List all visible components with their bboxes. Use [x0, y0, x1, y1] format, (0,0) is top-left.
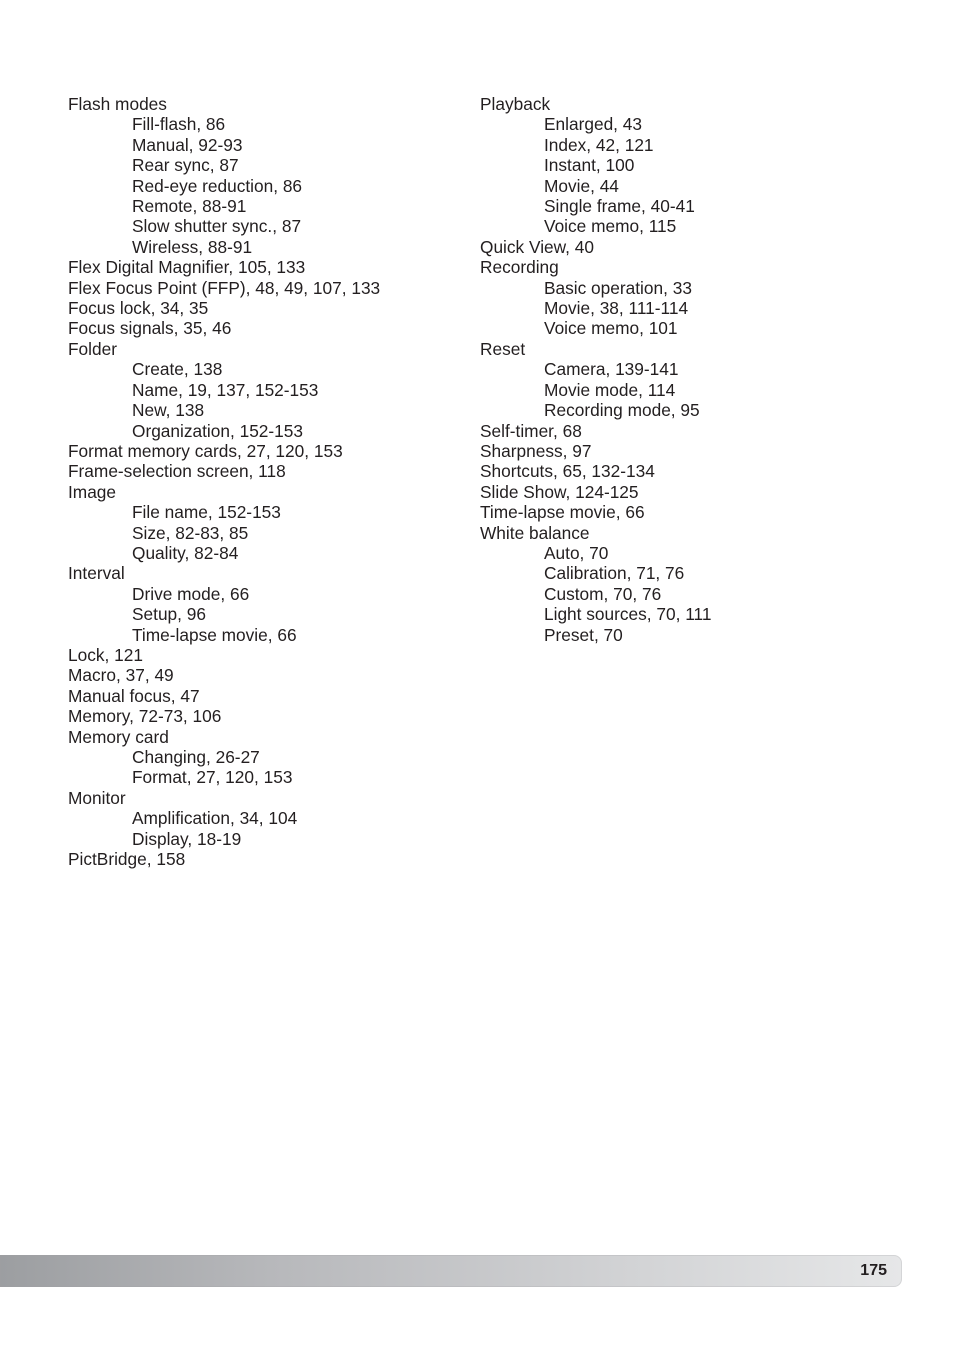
index-subentry: Organization, 152-153	[132, 420, 304, 441]
index-entry: White balance	[480, 522, 590, 543]
page-number: 175	[860, 1262, 887, 1279]
index-subentry: Single frame, 40-41	[544, 196, 695, 217]
index-entry: Flash modes	[68, 94, 167, 114]
index-subentry: Basic operation, 33	[544, 277, 692, 298]
index-subentry: Movie, 38, 111-114	[544, 298, 689, 319]
index-entry: Focus signals, 35, 46	[68, 318, 232, 339]
index-entry: Manual focus, 47	[68, 685, 200, 706]
index-entry: PictBridge, 158	[68, 849, 186, 870]
index-subentry: Recording mode, 95	[544, 400, 700, 421]
index-subentry: Calibration, 71, 76	[544, 563, 685, 584]
index-subentry: Create, 138	[132, 359, 223, 380]
index-subentry: File name, 152-153	[132, 502, 281, 523]
index-entry: Memory card	[68, 726, 169, 747]
index-entry: Flex Digital Magnifier, 105, 133	[68, 257, 306, 278]
index-subentry: Preset, 70	[544, 624, 623, 645]
index-entry: Quick View, 40	[480, 236, 594, 257]
index-subentry: Name, 19, 137, 152-153	[132, 379, 319, 400]
index-column-left	[68, 94, 458, 869]
index-subentry: Manual, 92-93	[132, 134, 243, 155]
index-entry: Self-timer, 68	[480, 420, 582, 441]
index-subentry: Red-eye reduction, 86	[132, 175, 303, 196]
index-entry: Sharpness, 97	[480, 440, 592, 461]
index-subentry: Quality, 82-84	[132, 542, 239, 563]
index-entry: Playback	[480, 94, 551, 114]
index-subentry: Amplification, 34, 104	[132, 808, 298, 829]
index-subentry: Auto, 70	[544, 542, 609, 563]
index-entry: Folder	[68, 338, 117, 359]
index-subentry: Light sources, 70, 111	[544, 604, 712, 625]
index-subentry: Movie, 44	[544, 175, 619, 196]
index-entry: Macro, 37, 49	[68, 665, 174, 686]
index-entry: Focus lock, 34, 35	[68, 298, 209, 319]
footer-bar	[0, 1255, 902, 1287]
index-subentry: Fill-flash, 86	[132, 114, 226, 135]
index-entry: Monitor	[68, 787, 126, 808]
index-subentry: Remote, 88-91	[132, 196, 247, 217]
index-column-right	[480, 94, 900, 645]
index-entry: Shortcuts, 65, 132-134	[480, 461, 655, 482]
index-subentry: Enlarged, 43	[544, 114, 643, 135]
index-entry: Recording	[480, 257, 559, 278]
index-entry: Time-lapse movie, 66	[480, 502, 645, 523]
index-entry: Interval	[68, 563, 125, 584]
index-subentry: Format, 27, 120, 153	[132, 767, 293, 788]
index-subentry: Voice memo, 115	[544, 216, 677, 237]
index-subentry: Slow shutter sync., 87	[132, 216, 302, 237]
index-entry: Memory, 72-73, 106	[68, 706, 222, 727]
index-subentry: Wireless, 88-91	[132, 236, 253, 257]
index-entry: Slide Show, 124-125	[480, 481, 639, 502]
index-subentry: Custom, 70, 76	[544, 583, 662, 604]
index-entry: Lock, 121	[68, 644, 143, 665]
index-subentry: Setup, 96	[132, 604, 206, 625]
index-subentry: Camera, 139-141	[544, 359, 679, 380]
index-entry: Flex Focus Point (FFP), 48, 49, 107, 133	[68, 277, 381, 298]
index-subentry: Time-lapse movie, 66	[132, 624, 297, 645]
index-subentry: New, 138	[132, 400, 205, 421]
index-subentry: Instant, 100	[544, 155, 635, 176]
index-subentry: Movie mode, 114	[544, 379, 676, 400]
index-entry: Frame-selection screen, 118	[68, 461, 286, 482]
index-subentry: Rear sync, 87	[132, 155, 239, 176]
index-subentry: Index, 42, 121	[544, 134, 654, 155]
index-subentry: Size, 82-83, 85	[132, 522, 249, 543]
index-entry: Format memory cards, 27, 120, 153	[68, 440, 343, 461]
index-subentry: Drive mode, 66	[132, 583, 250, 604]
index-subentry: Display, 18-19	[132, 828, 242, 849]
index-entry: Image	[68, 481, 117, 502]
index-subentry: Changing, 26-27	[132, 747, 260, 767]
index-entry: Reset	[480, 338, 526, 359]
index-subentry: Voice memo, 101	[544, 318, 678, 339]
